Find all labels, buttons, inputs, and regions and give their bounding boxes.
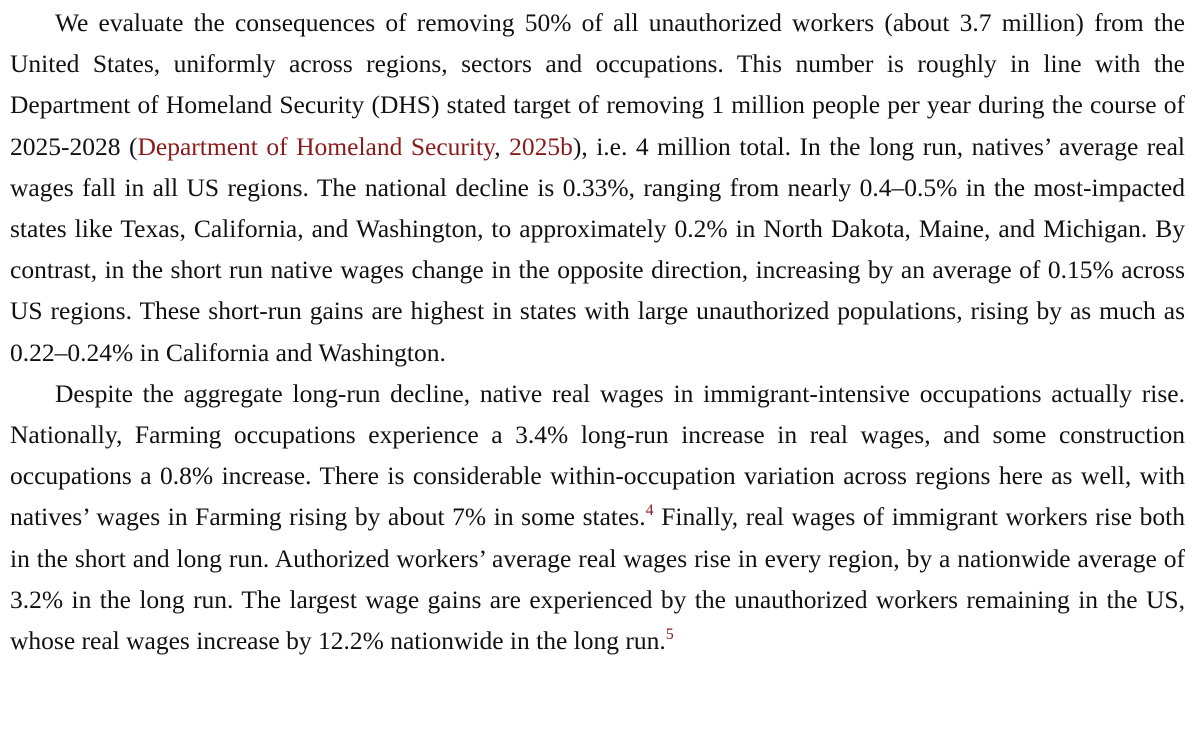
paragraph-2-text-b: Finally, real wages of immigrant workers rise both in the short and long run. Authorized workers’ average real wages rise in every region, by a nationwide average of 3.2% in the long run. The largest wage gains are experienced by the unauthorized workers remaining in the US, whose real wages increase by 12.2% nationwide in the long run. (10, 502, 1185, 656)
paragraph-2-text-a: Despite the aggregate long-run decline, native real wages in immigrant-intensive occupations actually rise. Nationally, Farming occupations experience a 3.4% long-run increase in real wages, and some construction occupations a 0.8% increase. There is considerable within-occupation variation across regions here as well, with natives’ wages in Farming rising by about 7% in some states. (10, 378, 1185, 532)
citation-separator: , (494, 131, 510, 161)
citation-year-link[interactable]: 2025b (509, 131, 573, 161)
paragraph-1-text-b: ), i.e. 4 million total. In the long run, natives’ average real wages fall in all US regions. The national decline is 0.33%, ranging from nearly 0.4–0.5% in the most-impacted states like Texas, California, and Washington, to approximately 0.2% in North Dakota, Maine, and Michigan. By contrast, in the short run native wages change in the opposite direction, increasing by an average of 0.15% across US regions. These short-run gains are highest in states with large unauthorized populations, rising by as much as 0.22–0.24% in California and Washington. (10, 131, 1185, 367)
paragraph-2 (10, 373, 1185, 661)
citation-author-link[interactable]: Department of Homeland Security (137, 131, 495, 161)
paragraph-1 (10, 2, 1185, 373)
paragraph-1-text-a: We evaluate the consequences of removing 50% of all unauthorized workers (about 3.7 million) from the United States, uniformly across regions, sectors and occupations. This number is roughly in line with the Department of Homeland Security (DHS) stated target of removing 1 million people per year during the course of 2025-2028 ( (10, 8, 1185, 161)
footnote-marker-5[interactable]: 5 (665, 626, 674, 644)
paper-body (10, 2, 1185, 661)
footnote-marker-4[interactable]: 4 (645, 502, 654, 520)
